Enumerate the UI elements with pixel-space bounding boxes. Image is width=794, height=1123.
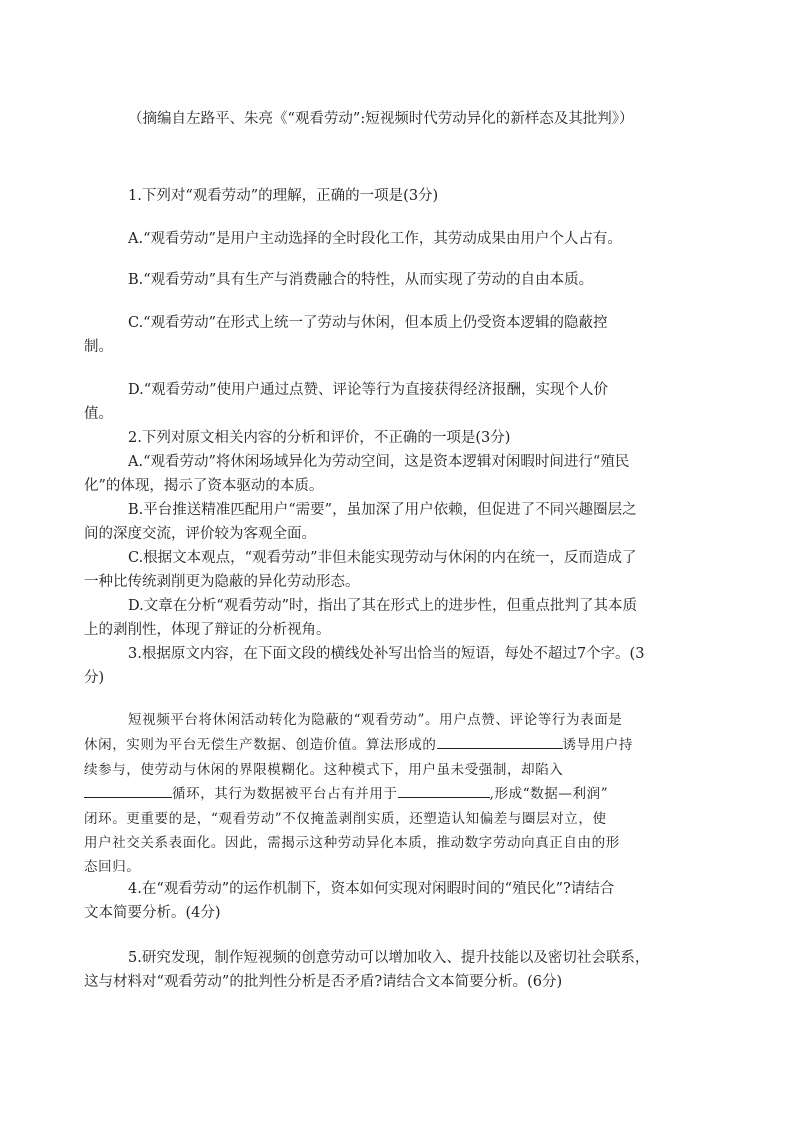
source-citation: （摘编自左路平、朱亮《“观看劳动”:短视频时代劳动异化的新样态及其批判》） xyxy=(128,111,634,127)
q2-option-a-line1: A.“观看劳动”将休闲场域异化为劳动空间，这是资本逻辑对闲暇时间进行“殖民 xyxy=(128,454,630,470)
q2-option-a-line2: 化”的体现，揭示了资本驱动的本质。 xyxy=(84,478,324,494)
q1-option-c-line2: 制。 xyxy=(84,339,113,355)
q3-passage-line3: 续参与，使劳动与休闲的界限模糊化。这种模式下，用户虽未受强制，却陷入 xyxy=(84,762,564,778)
q4-stem-line2: 文本简要分析。(4分) xyxy=(84,905,221,921)
q3-passage-line2-text-b: 诱导用户持 xyxy=(562,737,633,753)
q3-passage-line6: 用户社交关系表面化。因此，需揭示这种劳动异化本质，推动数字劳动向真正自由的形 xyxy=(84,835,620,851)
q3-passage-line1: 短视频平台将休闲活动转化为隐蔽的“观看劳动”。用户点赞、评论等行为表面是 xyxy=(128,712,623,728)
q1-option-a: A.“观看劳动”是用户主动选择的全时段化工作，其劳动成果由用户个人占有。 xyxy=(128,231,622,247)
q3-passage-line5: 闭环。更重要的是，“观看劳动”不仅掩盖剥削实质，还塑造认知偏差与圈层对立，使 xyxy=(84,811,607,827)
q2-option-b-line1: B.平台推送精准匹配用户“需要”，虽加深了用户依赖，但促进了不同兴趣圈层之 xyxy=(128,502,637,518)
q3-passage-line2 xyxy=(84,733,633,757)
fill-blank-3[interactable] xyxy=(398,783,490,798)
q1-option-c-line1: C.“观看劳动”在形式上统一了劳动与休闲，但本质上仍受资本逻辑的隐蔽控 xyxy=(128,315,608,331)
q3-stem-line1: 3.根据原文内容，在下面文段的横线处补写出恰当的短语，每处不超过7个字。(3 xyxy=(128,646,645,662)
q3-passage-line2-text-a: 休闲，实则为平台无偿生产数据、创造价值。算法形成的 xyxy=(84,737,437,753)
q3-stem-line2: 分) xyxy=(84,670,105,686)
q3-passage-line4-text-b: ,形成“数据—利润” xyxy=(489,786,609,802)
q3-passage-line4-text-a: 循环，其行为数据被平台占有并用于 xyxy=(172,786,398,802)
fill-blank-2[interactable] xyxy=(84,783,172,798)
q2-option-b-line2: 间的深度交流，评价较为客观全面。 xyxy=(84,526,316,542)
fill-blank-1[interactable] xyxy=(437,734,563,749)
q2-option-c-line1: C.根据文本观点，“观看劳动”非但未能实现劳动与休闲的内在统一，反而造成了 xyxy=(128,550,637,566)
q1-option-d-line2: 值。 xyxy=(84,406,113,422)
q1-stem: 1.下列对“观看劳动”的理解，正确的一项是(3分) xyxy=(128,188,439,204)
q2-option-c-line2: 一种比传统剥削更为隐蔽的异化劳动形态。 xyxy=(84,574,360,590)
q1-option-d-line1: D.“观看劳动”使用户通过点赞、评论等行为直接获得经济报酬，实现个人价 xyxy=(128,382,609,398)
q5-stem-line1: 5.研究发现，制作短视频的创意劳动可以增加收入、提升技能以及密切社会联系， xyxy=(128,950,650,966)
q3-passage-line7: 态回归。 xyxy=(84,859,141,875)
q2-option-d-line2: 上的剥削性，体现了辩证的分析视角。 xyxy=(84,622,331,638)
q2-stem: 2.下列对原文相关内容的分析和评价，不正确的一项是(3分) xyxy=(128,430,511,446)
q2-option-d-line1: D.文章在分析“观看劳动”时，指出了其在形式上的进步性，但重点批判了其本质 xyxy=(128,598,638,614)
q4-stem-line1: 4.在“观看劳动”的运作机制下，资本如何实现对闲暇时间的“殖民化”?请结合 xyxy=(128,881,615,897)
q5-stem-line2: 这与材料对“观看劳动”的批判性分析是否矛盾?请结合文本简要分析。(6分) xyxy=(84,974,563,990)
q3-passage-line4 xyxy=(84,782,608,806)
q1-option-b: B.“观看劳动”具有生产与消费融合的特性，从而实现了劳动的自由本质。 xyxy=(128,272,594,288)
